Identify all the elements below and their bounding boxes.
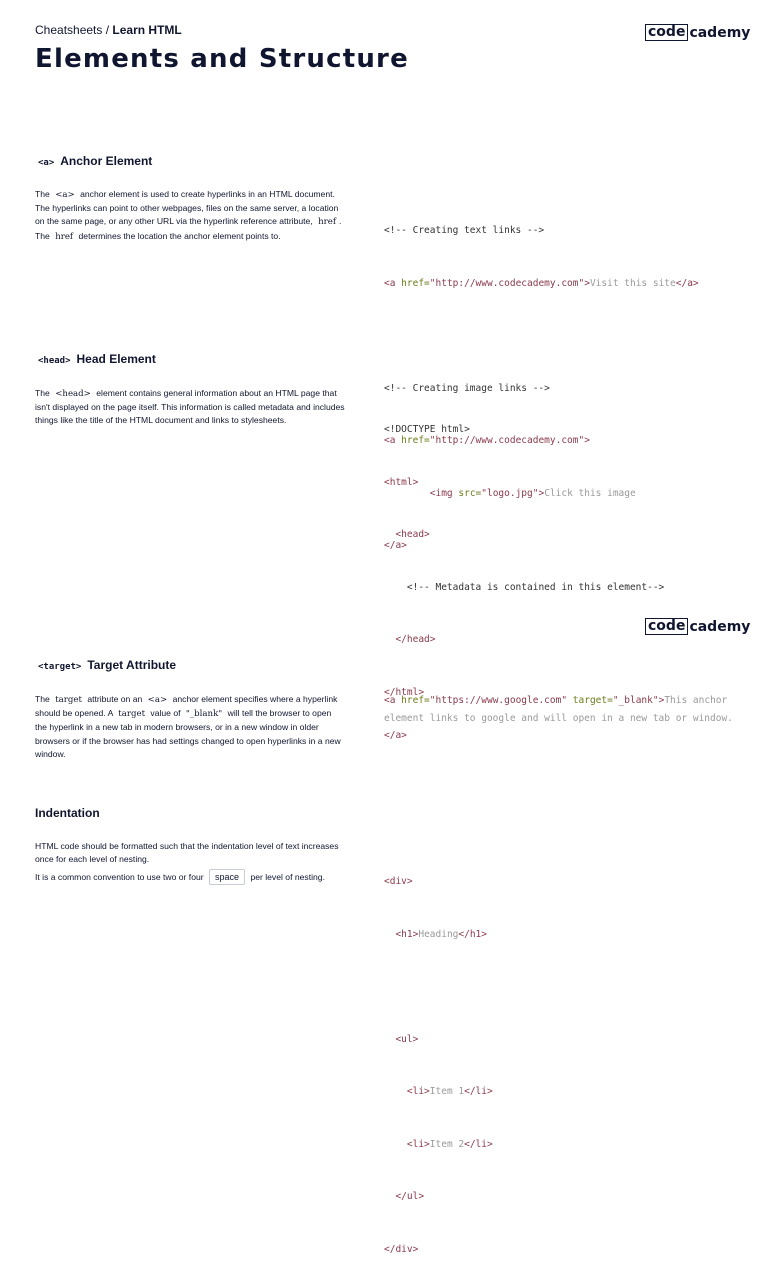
section-description-anchor <box>35 188 345 244</box>
desc-text: per level of nesting. <box>250 872 325 883</box>
section-tag: <head> <box>38 356 71 366</box>
code-line: <li>Item 1</li> <box>406 1086 493 1097</box>
breadcrumb-current[interactable]: Learn HTML <box>112 23 182 37</box>
section-heading-target <box>38 658 176 672</box>
inline-code: href <box>318 217 337 228</box>
code-line: <a href="http://www.codecademy.com">Visit this site</a> <box>384 277 699 289</box>
code-line: </ul> <box>395 1191 425 1202</box>
code-block-target: <a href="https://www.google.com" target="_blank">This anchor element links to google and will open in a new tab or window.</a> <box>384 695 733 741</box>
desc-text: It is a common convention to use two or four <box>35 872 204 883</box>
code-line: </a> <box>384 540 407 551</box>
code-line: </html> <box>384 686 425 698</box>
code-blank-line <box>384 327 699 345</box>
space-key: space <box>209 869 245 885</box>
desc-text: The <box>35 189 50 199</box>
logo-box-text: code <box>645 24 688 41</box>
section-description-head <box>35 387 345 428</box>
inline-code: <a> <box>55 190 75 200</box>
section-heading-head <box>38 352 156 366</box>
desc-text: . The <box>35 216 342 241</box>
section-description-target <box>35 693 345 761</box>
code-blank-line <box>384 978 493 996</box>
logo-rest-text: cademy <box>689 24 751 41</box>
desc-text: attribute on an <box>87 694 143 704</box>
code-line: <head> <box>395 529 430 540</box>
code-line: <!-- Metadata is contained in this element--> <box>406 581 665 593</box>
code-block-head <box>384 386 664 719</box>
desc-text: element contains general information about an HTML page that isn't displayed on the page itself. This information is called metadata and includes things like the title of the HTML document and links to stylesheets. <box>35 388 345 426</box>
desc-text: value of <box>150 708 181 719</box>
code-comment: <!-- Creating text links --> <box>384 225 545 236</box>
code-line: <ul> <box>395 1033 419 1045</box>
desc-text: determines the location the anchor element points to. <box>78 230 281 241</box>
code-line: <li>Item 2</li> <box>406 1138 493 1150</box>
inline-code: target <box>55 695 82 705</box>
codecademy-logo[interactable] <box>645 618 750 635</box>
inline-code: <head> <box>55 389 91 399</box>
code-line: <div> <box>384 876 413 887</box>
breadcrumb-separator: / <box>105 23 110 37</box>
code-line: <html> <box>384 476 419 488</box>
section-title: Head Element <box>76 352 156 366</box>
desc-text: anchor element specifies where a hyperlink should be opened. A <box>35 694 338 719</box>
page-title: Elements and Structure <box>35 44 409 74</box>
desc-paragraph: HTML code should be formatted such that the indentation level of text increases once for each level of nesting. <box>35 841 339 865</box>
inline-code: target <box>118 709 146 720</box>
code-line: <img src="logo.jpg">Click this image <box>429 487 636 499</box>
section-title: Anchor Element <box>60 154 153 168</box>
section-tag: <a> <box>38 158 55 168</box>
code-comment: <!-- Creating image links --> <box>384 382 550 394</box>
breadcrumb <box>35 23 182 37</box>
code-line: </div> <box>384 1243 419 1255</box>
desc-text: anchor element is used to create hyperlinks in an HTML document. The hyperlinks can point to other webpages, files on the same server, a location on the same page, or any other URL via the hyperlink reference attribute, <box>35 189 339 227</box>
inline-code: <a> <box>147 695 168 705</box>
section-title: Indentation <box>35 806 100 820</box>
inline-code: "_blank" <box>185 709 223 720</box>
section-heading-indentation <box>35 806 100 820</box>
section-title: Target Attribute <box>87 658 177 672</box>
code-line: <!DOCTYPE html> <box>384 424 470 435</box>
section-description-indentation <box>35 840 345 885</box>
code-line: <a href="http://www.codecademy.com"> <box>384 435 590 446</box>
inline-code: href <box>55 231 74 242</box>
desc-text: The <box>35 388 50 398</box>
logo-rest-text: cademy <box>689 618 751 635</box>
breadcrumb-parent[interactable]: Cheatsheets <box>35 23 103 37</box>
code-line: </head> <box>395 634 436 645</box>
code-line: <h1>Heading</h1> <box>395 928 487 940</box>
section-heading-anchor <box>38 154 152 168</box>
code-block-indentation <box>384 838 493 1276</box>
desc-text: will tell the browser to open the hyperlink in a new tab in modern browsers, or in a new window in older browsers or if the browser has had settings changed to open hyperlinks in a new window. <box>35 708 341 759</box>
logo-box-text: code <box>645 618 688 635</box>
section-tag: <target> <box>38 662 82 672</box>
codecademy-logo[interactable] <box>645 24 750 41</box>
desc-text: The <box>35 694 50 704</box>
